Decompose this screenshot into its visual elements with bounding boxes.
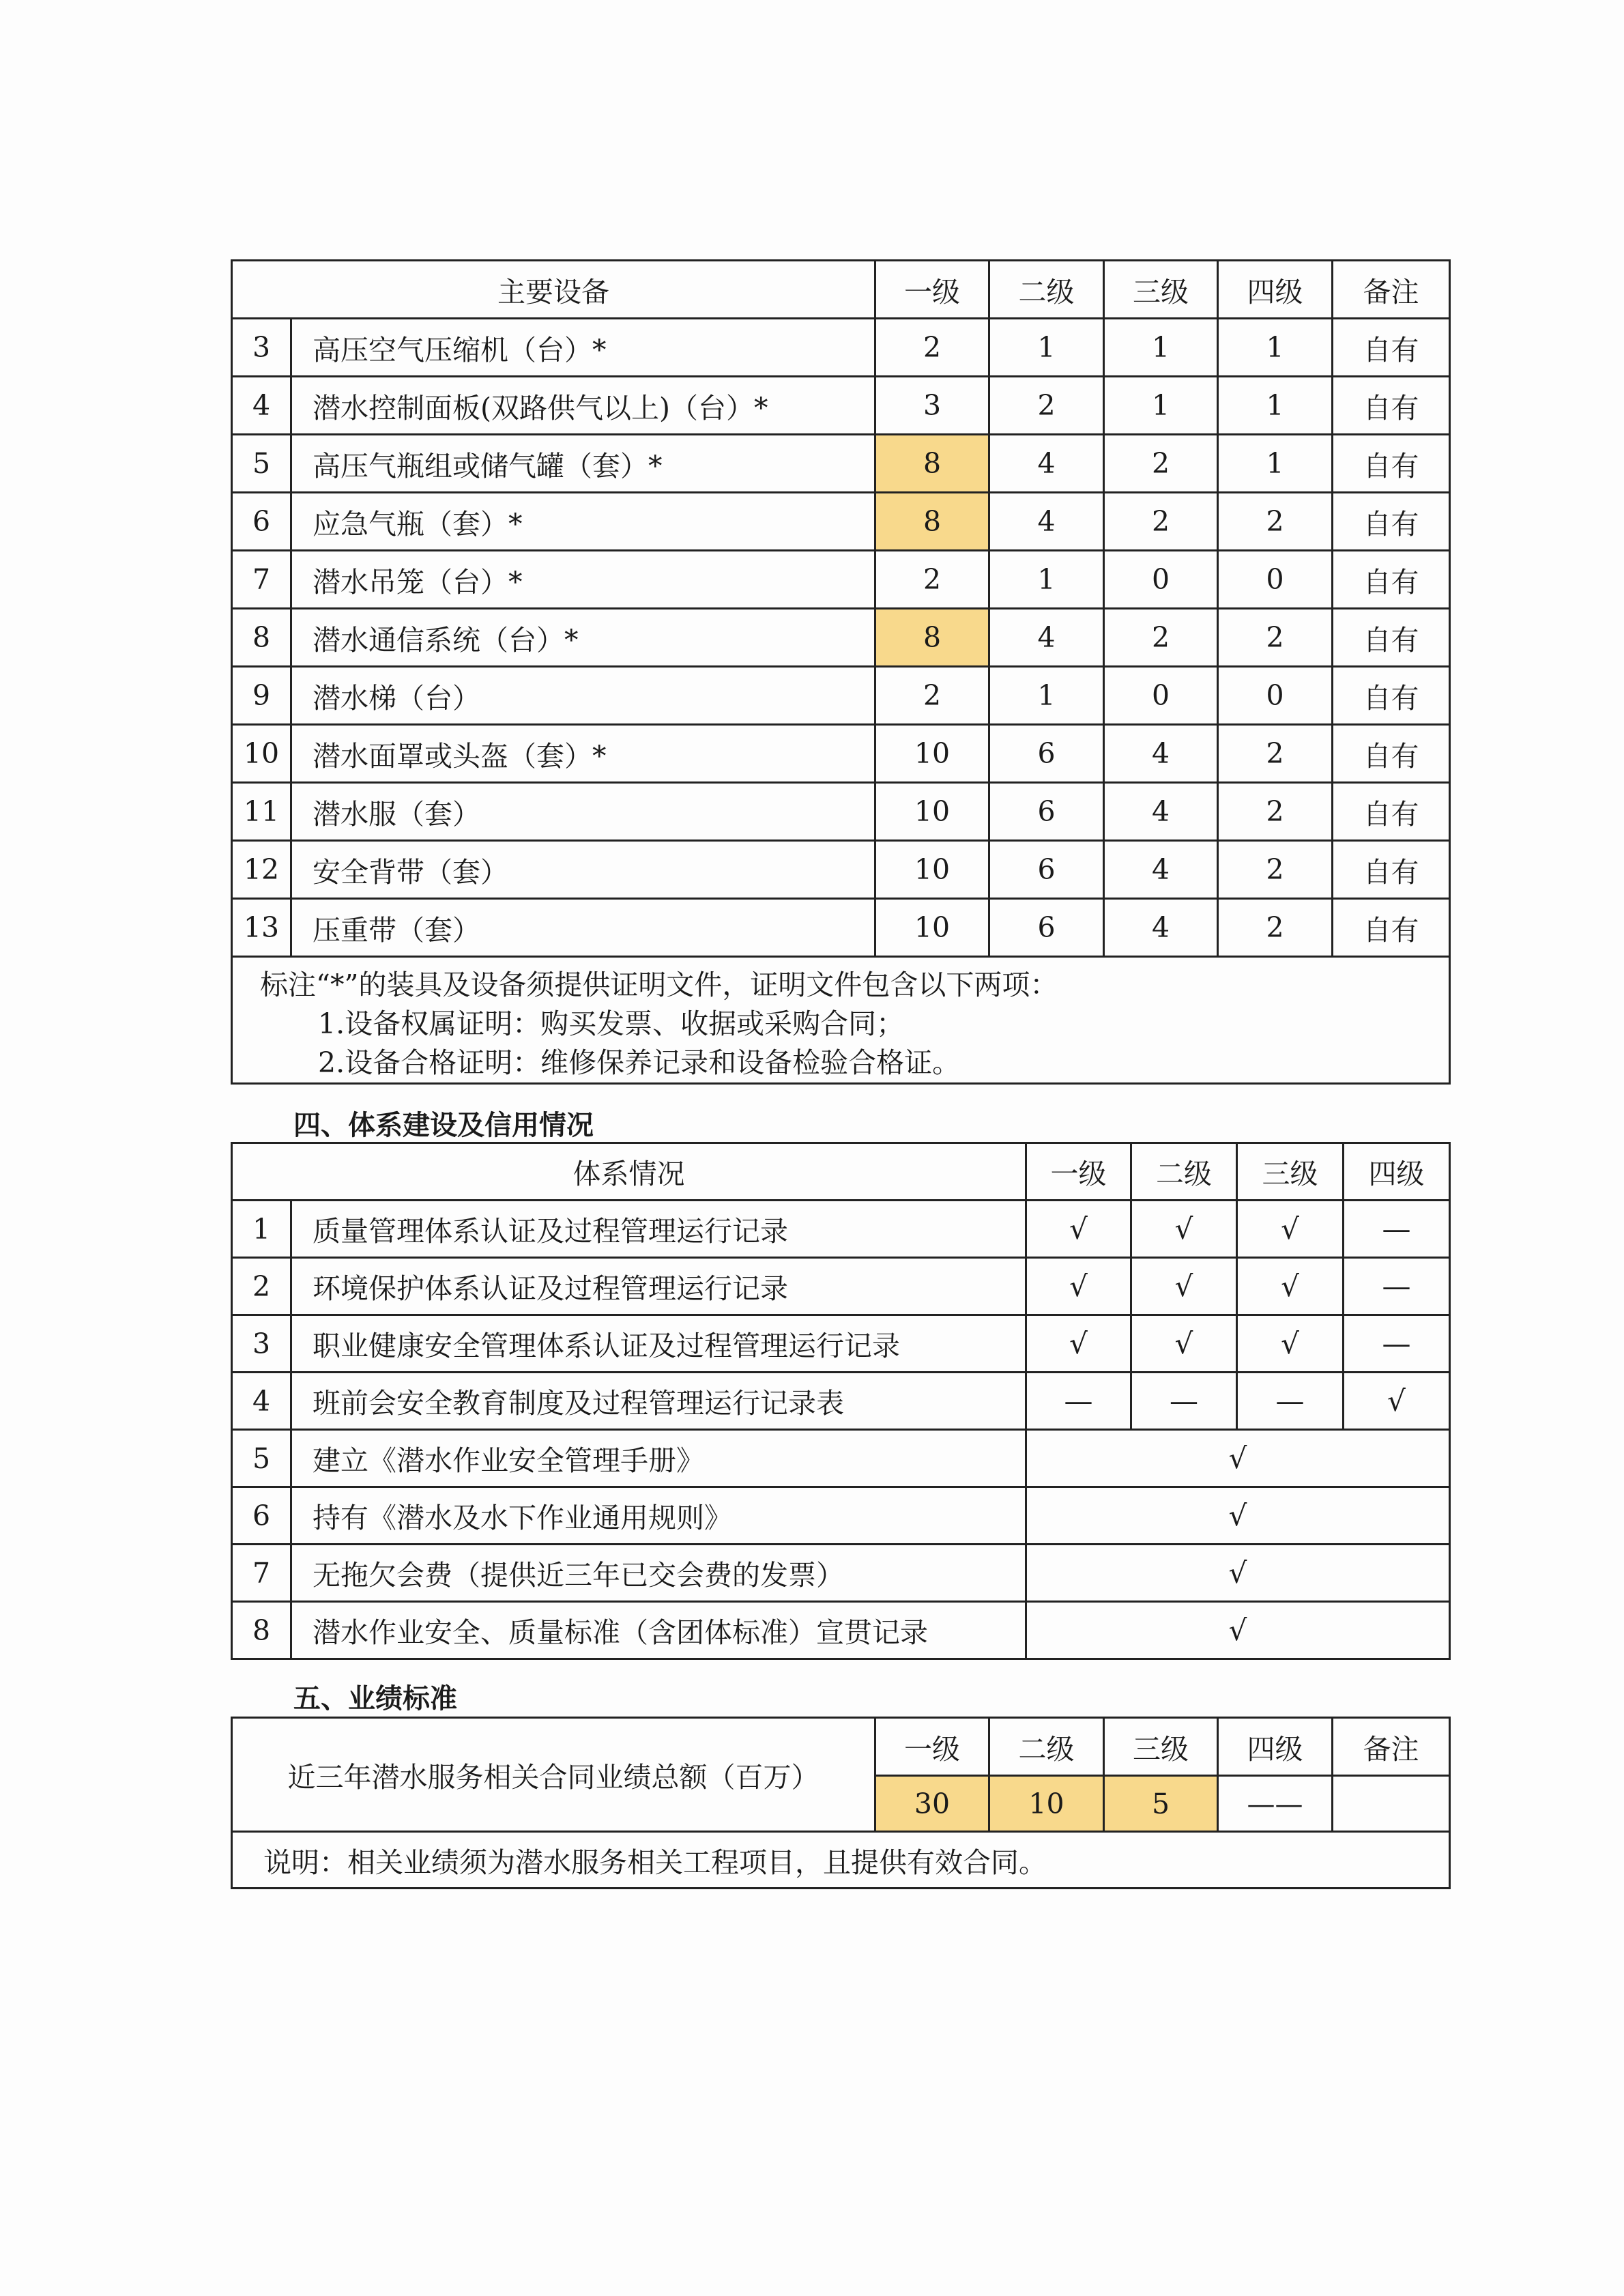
level-1-value: 2 [875,551,989,609]
table-row [232,841,1450,899]
level-2-mark: √ [1131,1258,1237,1315]
equipment-name: 潜水通信系统（台）* [291,609,875,667]
row-number: 12 [232,841,291,899]
table-row [232,319,1450,377]
level-2-value: 1 [989,319,1104,377]
level-1-value: 2 [875,667,989,725]
table-row [232,377,1450,435]
remarks-value: 自有 [1333,551,1450,609]
table-row [232,1315,1450,1373]
level-2-value: 6 [989,899,1104,957]
level-4-value: 0 [1218,667,1333,725]
level-3-value: 2 [1104,435,1218,493]
level-1-value: 2 [875,319,989,377]
level-4-value: —— [1218,1776,1333,1832]
equipment-name: 潜水控制面板(双路供气以上)（台）* [291,377,875,435]
equipment-header-row [232,261,1450,319]
level-4-value: 2 [1218,493,1333,551]
level-3-value: 1 [1104,319,1218,377]
level-2-value: 1 [989,667,1104,725]
header-level-2: 二级 [989,261,1104,319]
level-4-mark: — [1344,1315,1450,1373]
note-line-main: 标注“*”的装具及设备须提供证明文件，证明文件包含以下两项： [260,968,1058,1001]
table-row [232,725,1450,783]
level-2-value: 4 [989,493,1104,551]
level-2-mark: √ [1131,1201,1237,1258]
table-row [232,435,1450,493]
level-4-value: 2 [1218,609,1333,667]
equipment-name: 应急气瓶（套）* [291,493,875,551]
level-4-value: 0 [1218,551,1333,609]
system-name: 质量管理体系认证及过程管理运行记录 [291,1201,1026,1258]
remarks-value: 自有 [1333,841,1450,899]
system-name: 环境保护体系认证及过程管理运行记录 [291,1258,1026,1315]
equipment-name: 潜水面罩或头盔（套）* [291,725,875,783]
level-1-value: 10 [875,899,989,957]
note-line-qualification: 2.设备合格证明：维修保养记录和设备检验合格证。 [318,1046,961,1079]
level-4-mark: √ [1344,1373,1450,1430]
level-3-value: 4 [1104,783,1218,841]
row-number: 7 [232,1545,291,1602]
level-2-value: 1 [989,551,1104,609]
row-number: 4 [232,377,291,435]
level-3-mark: √ [1237,1258,1344,1315]
performance-explanation: 说明：相关业绩须为潜水服务相关工程项目，且提供有效合同。 [232,1832,1450,1889]
remarks-value: 自有 [1333,783,1450,841]
level-1-mark: √ [1026,1258,1131,1315]
remarks-value: 自有 [1333,319,1450,377]
all-levels-mark: √ [1026,1430,1450,1487]
table-row [232,493,1450,551]
table-row [232,1487,1450,1545]
header-main-equipment: 主要设备 [232,261,875,319]
header-remarks: 备注 [1333,1718,1450,1776]
system-name: 班前会安全教育制度及过程管理运行记录表 [291,1373,1026,1430]
level-1-value: 10 [875,725,989,783]
level-1-value: 3 [875,377,989,435]
row-number: 6 [232,1487,291,1545]
table-row [232,1373,1450,1430]
all-levels-mark: √ [1026,1545,1450,1602]
remarks-value: 自有 [1333,609,1450,667]
table-row [232,1258,1450,1315]
level-1-mark: — [1026,1373,1131,1430]
level-2-value: 6 [989,783,1104,841]
row-number: 13 [232,899,291,957]
level-1-value: 10 [875,841,989,899]
equipment-name: 高压气瓶组或储气罐（套）* [291,435,875,493]
section-4-heading: 四、体系建设及信用情况 [293,1110,594,1141]
level-3-value: 4 [1104,841,1218,899]
level-1-value-highlighted: 8 [875,609,989,667]
header-level-4: 四级 [1344,1143,1450,1201]
equipment-note-row [232,957,1450,1084]
level-2-mark: √ [1131,1315,1237,1373]
level-1-value-highlighted: 30 [875,1776,989,1832]
level-1-value-highlighted: 8 [875,435,989,493]
row-number: 5 [232,435,291,493]
table-row [232,783,1450,841]
row-number: 10 [232,725,291,783]
equipment-name: 压重带（套） [291,899,875,957]
all-levels-mark: √ [1026,1602,1450,1659]
row-number: 9 [232,667,291,725]
level-3-mark: √ [1237,1315,1344,1373]
level-3-value: 4 [1104,725,1218,783]
equipment-table [231,259,1451,1085]
level-3-value: 2 [1104,493,1218,551]
equipment-name: 潜水服（套） [291,783,875,841]
table-row [232,899,1450,957]
header-level-4: 四级 [1218,261,1333,319]
performance-label: 近三年潜水服务相关合同业绩总额（百万） [232,1718,875,1832]
section-5-heading: 五、业绩标准 [293,1683,457,1714]
header-level-1: 一级 [875,261,989,319]
level-3-mark: — [1237,1373,1344,1430]
system-table [231,1142,1451,1660]
row-number: 3 [232,319,291,377]
table-row [232,609,1450,667]
level-2-value: 2 [989,377,1104,435]
row-number: 8 [232,1602,291,1659]
header-level-3: 三级 [1104,261,1218,319]
table-row [232,551,1450,609]
level-1-value-highlighted: 8 [875,493,989,551]
level-4-mark: — [1344,1201,1450,1258]
level-4-value: 2 [1218,899,1333,957]
table-row [232,1201,1450,1258]
level-3-value: 1 [1104,377,1218,435]
system-name: 潜水作业安全、质量标准（含团体标准）宣贯记录 [291,1602,1026,1659]
header-level-1: 一级 [875,1718,989,1776]
performance-header-row [232,1718,1450,1776]
level-2-value: 4 [989,435,1104,493]
level-3-value-highlighted: 5 [1104,1776,1218,1832]
level-2-value-highlighted: 10 [989,1776,1104,1832]
level-2-mark: — [1131,1373,1237,1430]
level-4-value: 2 [1218,841,1333,899]
row-number: 11 [232,783,291,841]
level-3-mark: √ [1237,1201,1344,1258]
level-1-value: 10 [875,783,989,841]
system-name: 建立《潜水作业安全管理手册》 [291,1430,1026,1487]
level-1-mark: √ [1026,1315,1131,1373]
equipment-name: 安全背带（套） [291,841,875,899]
level-1-mark: √ [1026,1201,1131,1258]
remarks-value: 自有 [1333,493,1450,551]
table-row [232,1430,1450,1487]
level-4-value: 1 [1218,377,1333,435]
header-level-3: 三级 [1237,1143,1344,1201]
all-levels-mark: √ [1026,1487,1450,1545]
row-number: 8 [232,609,291,667]
equipment-name: 高压空气压缩机（台）* [291,319,875,377]
equipment-note [232,957,1450,1084]
level-3-value: 4 [1104,899,1218,957]
note-line-ownership: 1.设备权属证明：购买发票、收据或采购合同； [318,1007,905,1040]
remarks-value: 自有 [1333,667,1450,725]
row-number: 3 [232,1315,291,1373]
row-number: 2 [232,1258,291,1315]
header-system-status: 体系情况 [232,1143,1026,1201]
level-4-value: 2 [1218,725,1333,783]
performance-explanation-row [232,1832,1450,1889]
level-4-value: 1 [1218,319,1333,377]
system-name: 无拖欠会费（提供近三年已交会费的发票） [291,1545,1026,1602]
row-number: 7 [232,551,291,609]
row-number: 1 [232,1201,291,1258]
row-number: 4 [232,1373,291,1430]
row-number: 6 [232,493,291,551]
level-4-mark: — [1344,1258,1450,1315]
row-number: 5 [232,1430,291,1487]
equipment-name: 潜水梯（台） [291,667,875,725]
level-3-value: 2 [1104,609,1218,667]
level-2-value: 6 [989,841,1104,899]
system-name: 职业健康安全管理体系认证及过程管理运行记录 [291,1315,1026,1373]
level-4-value: 1 [1218,435,1333,493]
table-row [232,1545,1450,1602]
table-row [232,667,1450,725]
equipment-name: 潜水吊笼（台）* [291,551,875,609]
remarks-value: 自有 [1333,725,1450,783]
level-4-value: 2 [1218,783,1333,841]
remarks-value: 自有 [1333,899,1450,957]
header-level-2: 二级 [989,1718,1104,1776]
remarks-value: 自有 [1333,377,1450,435]
performance-table [231,1717,1451,1889]
system-name: 持有《潜水及水下作业通用规则》 [291,1487,1026,1545]
level-3-value: 0 [1104,551,1218,609]
remarks-value [1333,1776,1450,1832]
level-2-value: 4 [989,609,1104,667]
remarks-value: 自有 [1333,435,1450,493]
header-level-4: 四级 [1218,1718,1333,1776]
header-remarks: 备注 [1333,261,1450,319]
header-level-3: 三级 [1104,1718,1218,1776]
level-3-value: 0 [1104,667,1218,725]
system-header-row [232,1143,1450,1201]
table-row [232,1602,1450,1659]
header-level-2: 二级 [1131,1143,1237,1201]
header-level-1: 一级 [1026,1143,1131,1201]
level-2-value: 6 [989,725,1104,783]
